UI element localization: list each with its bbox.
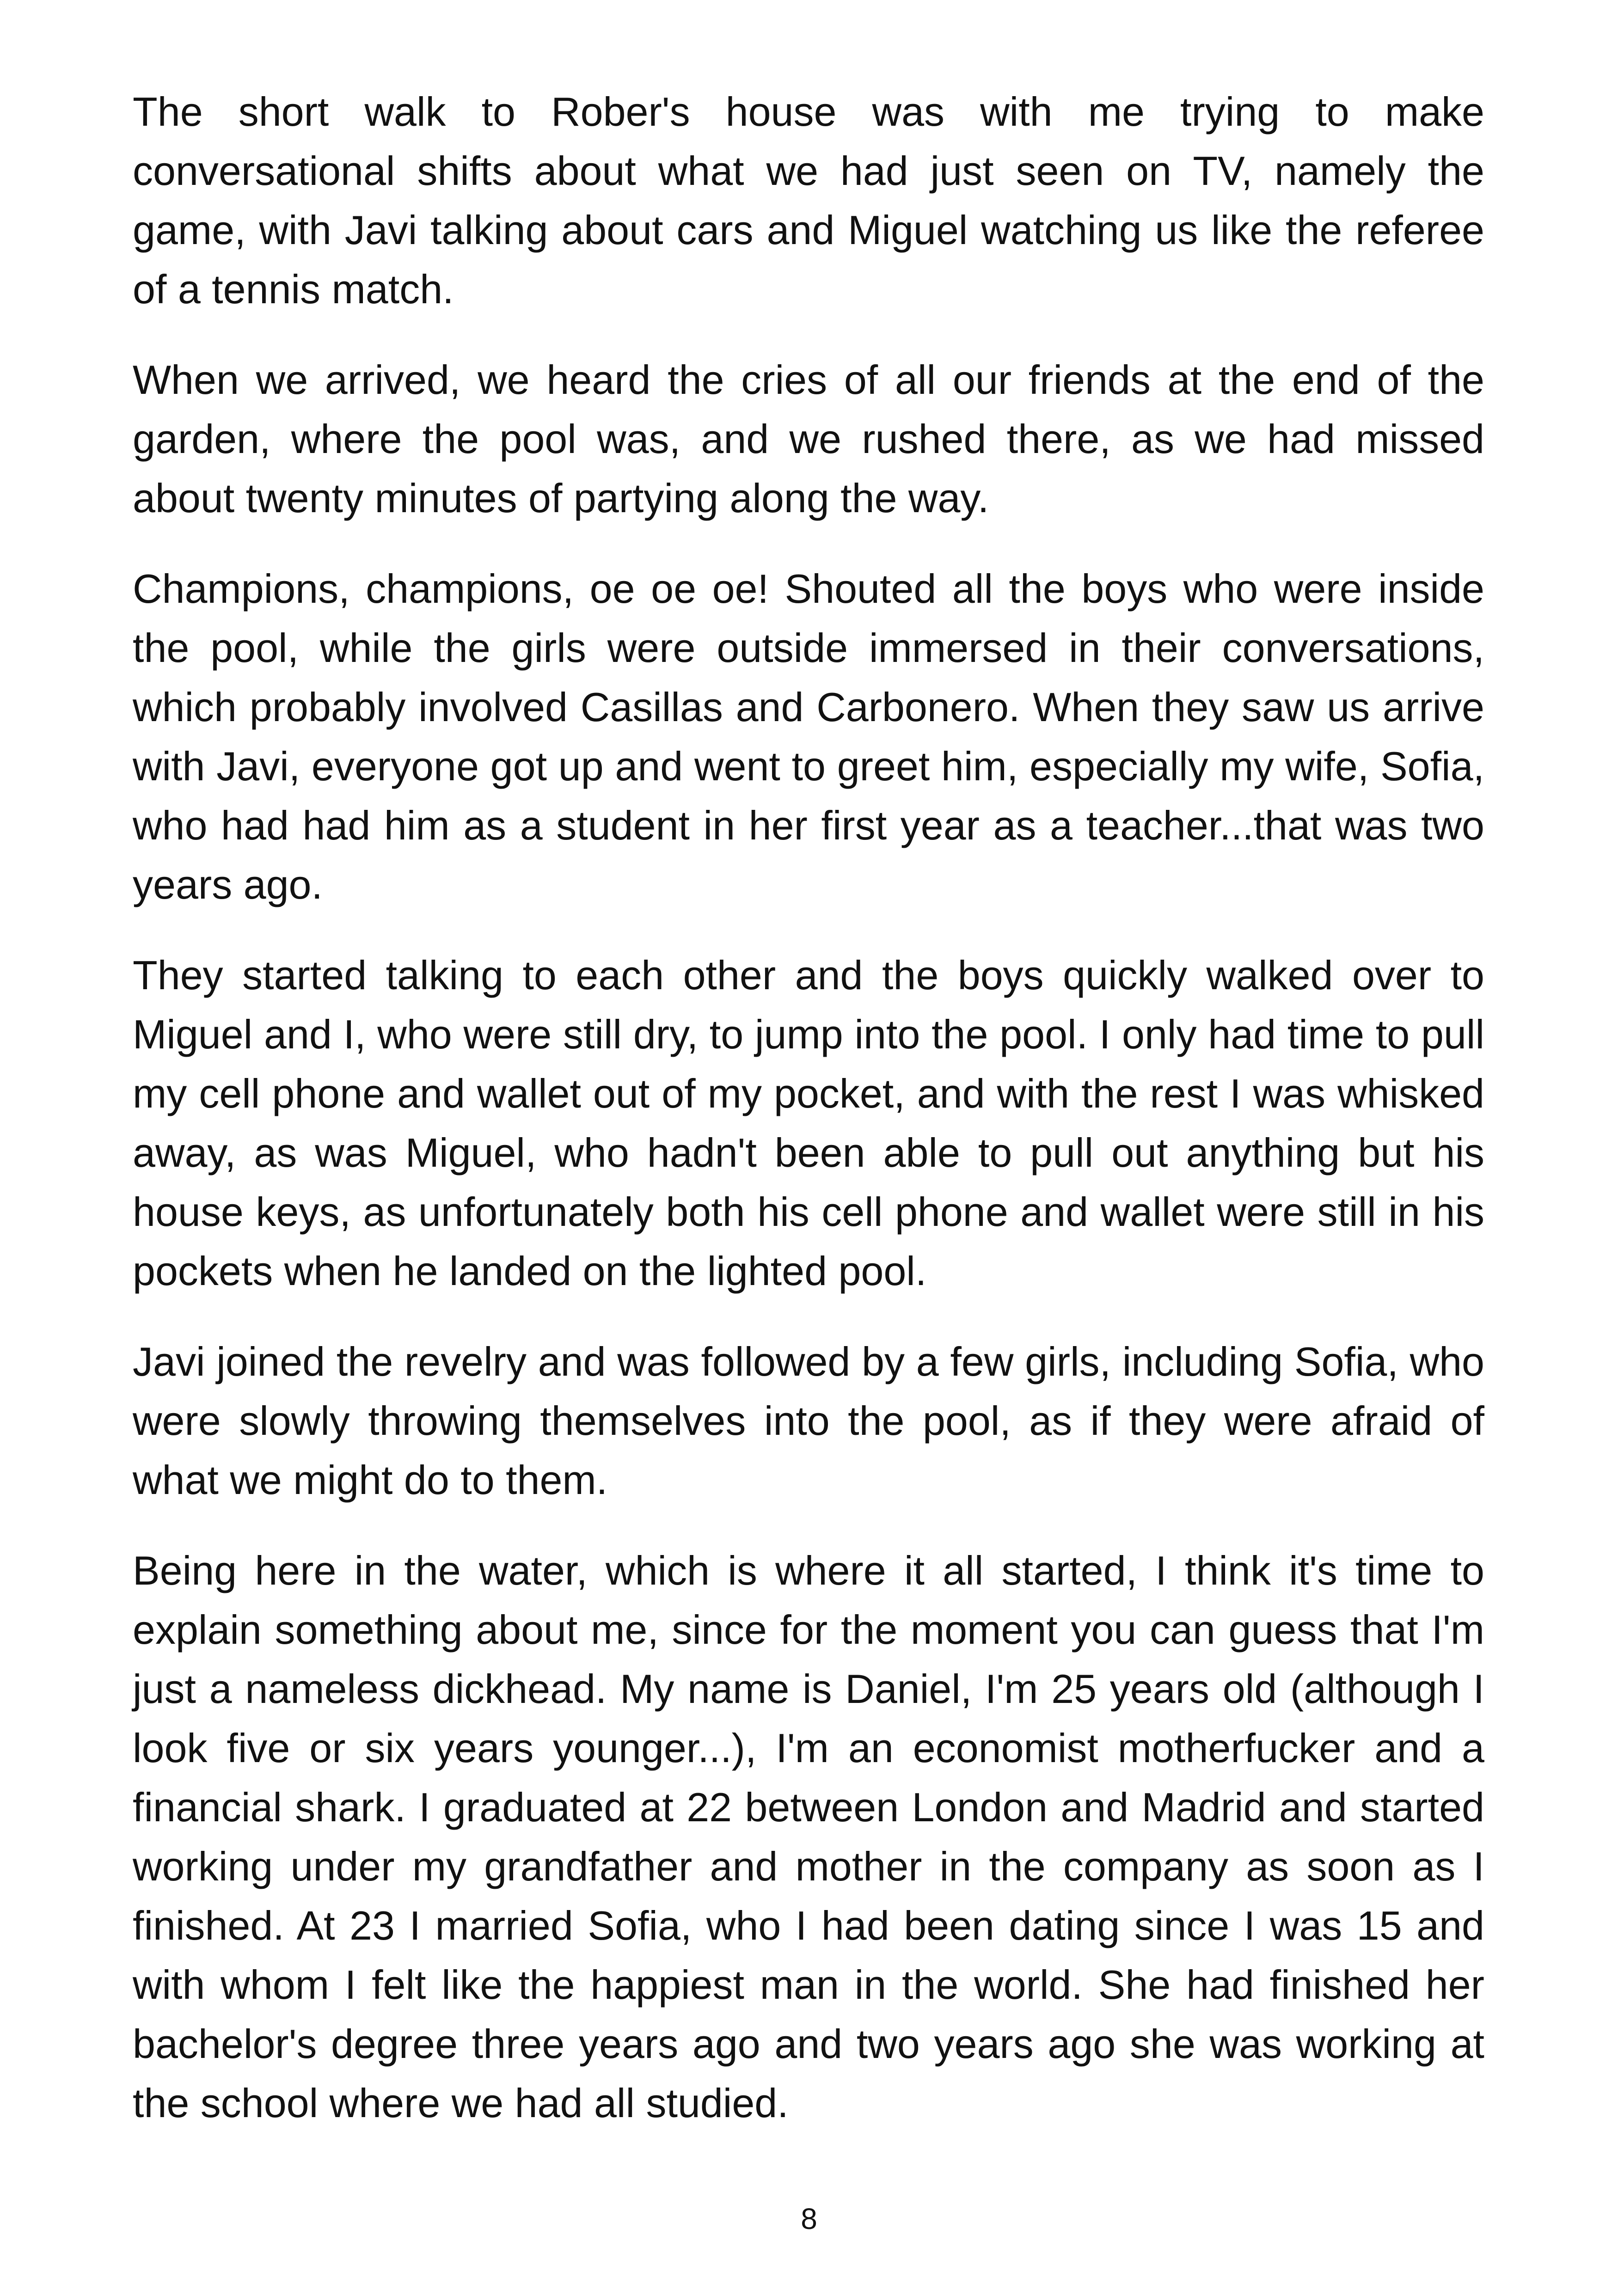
paragraph-3: Champions, champions, oe oe oe! Shouted all the boys who were inside the pool, while the girls were outside immersed in their conversations, which probably involved Casillas and Carbonero. When they saw us arrive with Javi, everyone got up and went to greet him, especially my wife, Sofia, who had had him as a student in her first year as a teacher...that was two years ago. [133, 566, 1484, 907]
page-number: 8 [801, 2202, 817, 2235]
paragraph-1: The short walk to Rober's house was with me trying to make conversational shifts about what we had just seen on TV, namely the game, with Javi talking about cars and Miguel watching us like the referee of a tennis match. [133, 89, 1484, 312]
body-text [133, 82, 1484, 2164]
paragraph-5: Javi joined the revelry and was followed by a few girls, including Sofia, who were slowly throwing themselves into the pool, as if they were afraid of what we might do to them. [133, 1339, 1484, 1503]
paragraph-4: They started talking to each other and the boys quickly walked over to Miguel and I, who were still dry, to jump into the pool. I only had time to pull my cell phone and wallet out of my pocket, and with the rest I was whisked away, as was Miguel, who hadn't been able to pull out anything but his house keys, as unfortunately both his cell phone and wallet were still in his pockets when he landed on the lighted pool. [133, 952, 1484, 1294]
paragraph-2: When we arrived, we heard the cries of all our friends at the end of the garden, where the pool was, and we rushed there, as we had missed about twenty minutes of partying along the way. [133, 357, 1484, 521]
paragraph-6: Being here in the water, which is where it all started, I think it's time to explain something about me, since for the moment you can guess that I'm just a nameless dickhead. My name is Daniel, I'm 25 years old (although I look five or six years younger...), I'm an economist motherfucker and a financial shark. I graduated at 22 between London and Madrid and started working under my grandfather and mother in the company as soon as I finished. At 23 I married Sofia, who I had been dating since I was 15 and with whom I felt like the happiest man in the world. She had finished her bachelor's degree three years ago and two years ago she was working at the school where we had all studied. [133, 1548, 1484, 2126]
